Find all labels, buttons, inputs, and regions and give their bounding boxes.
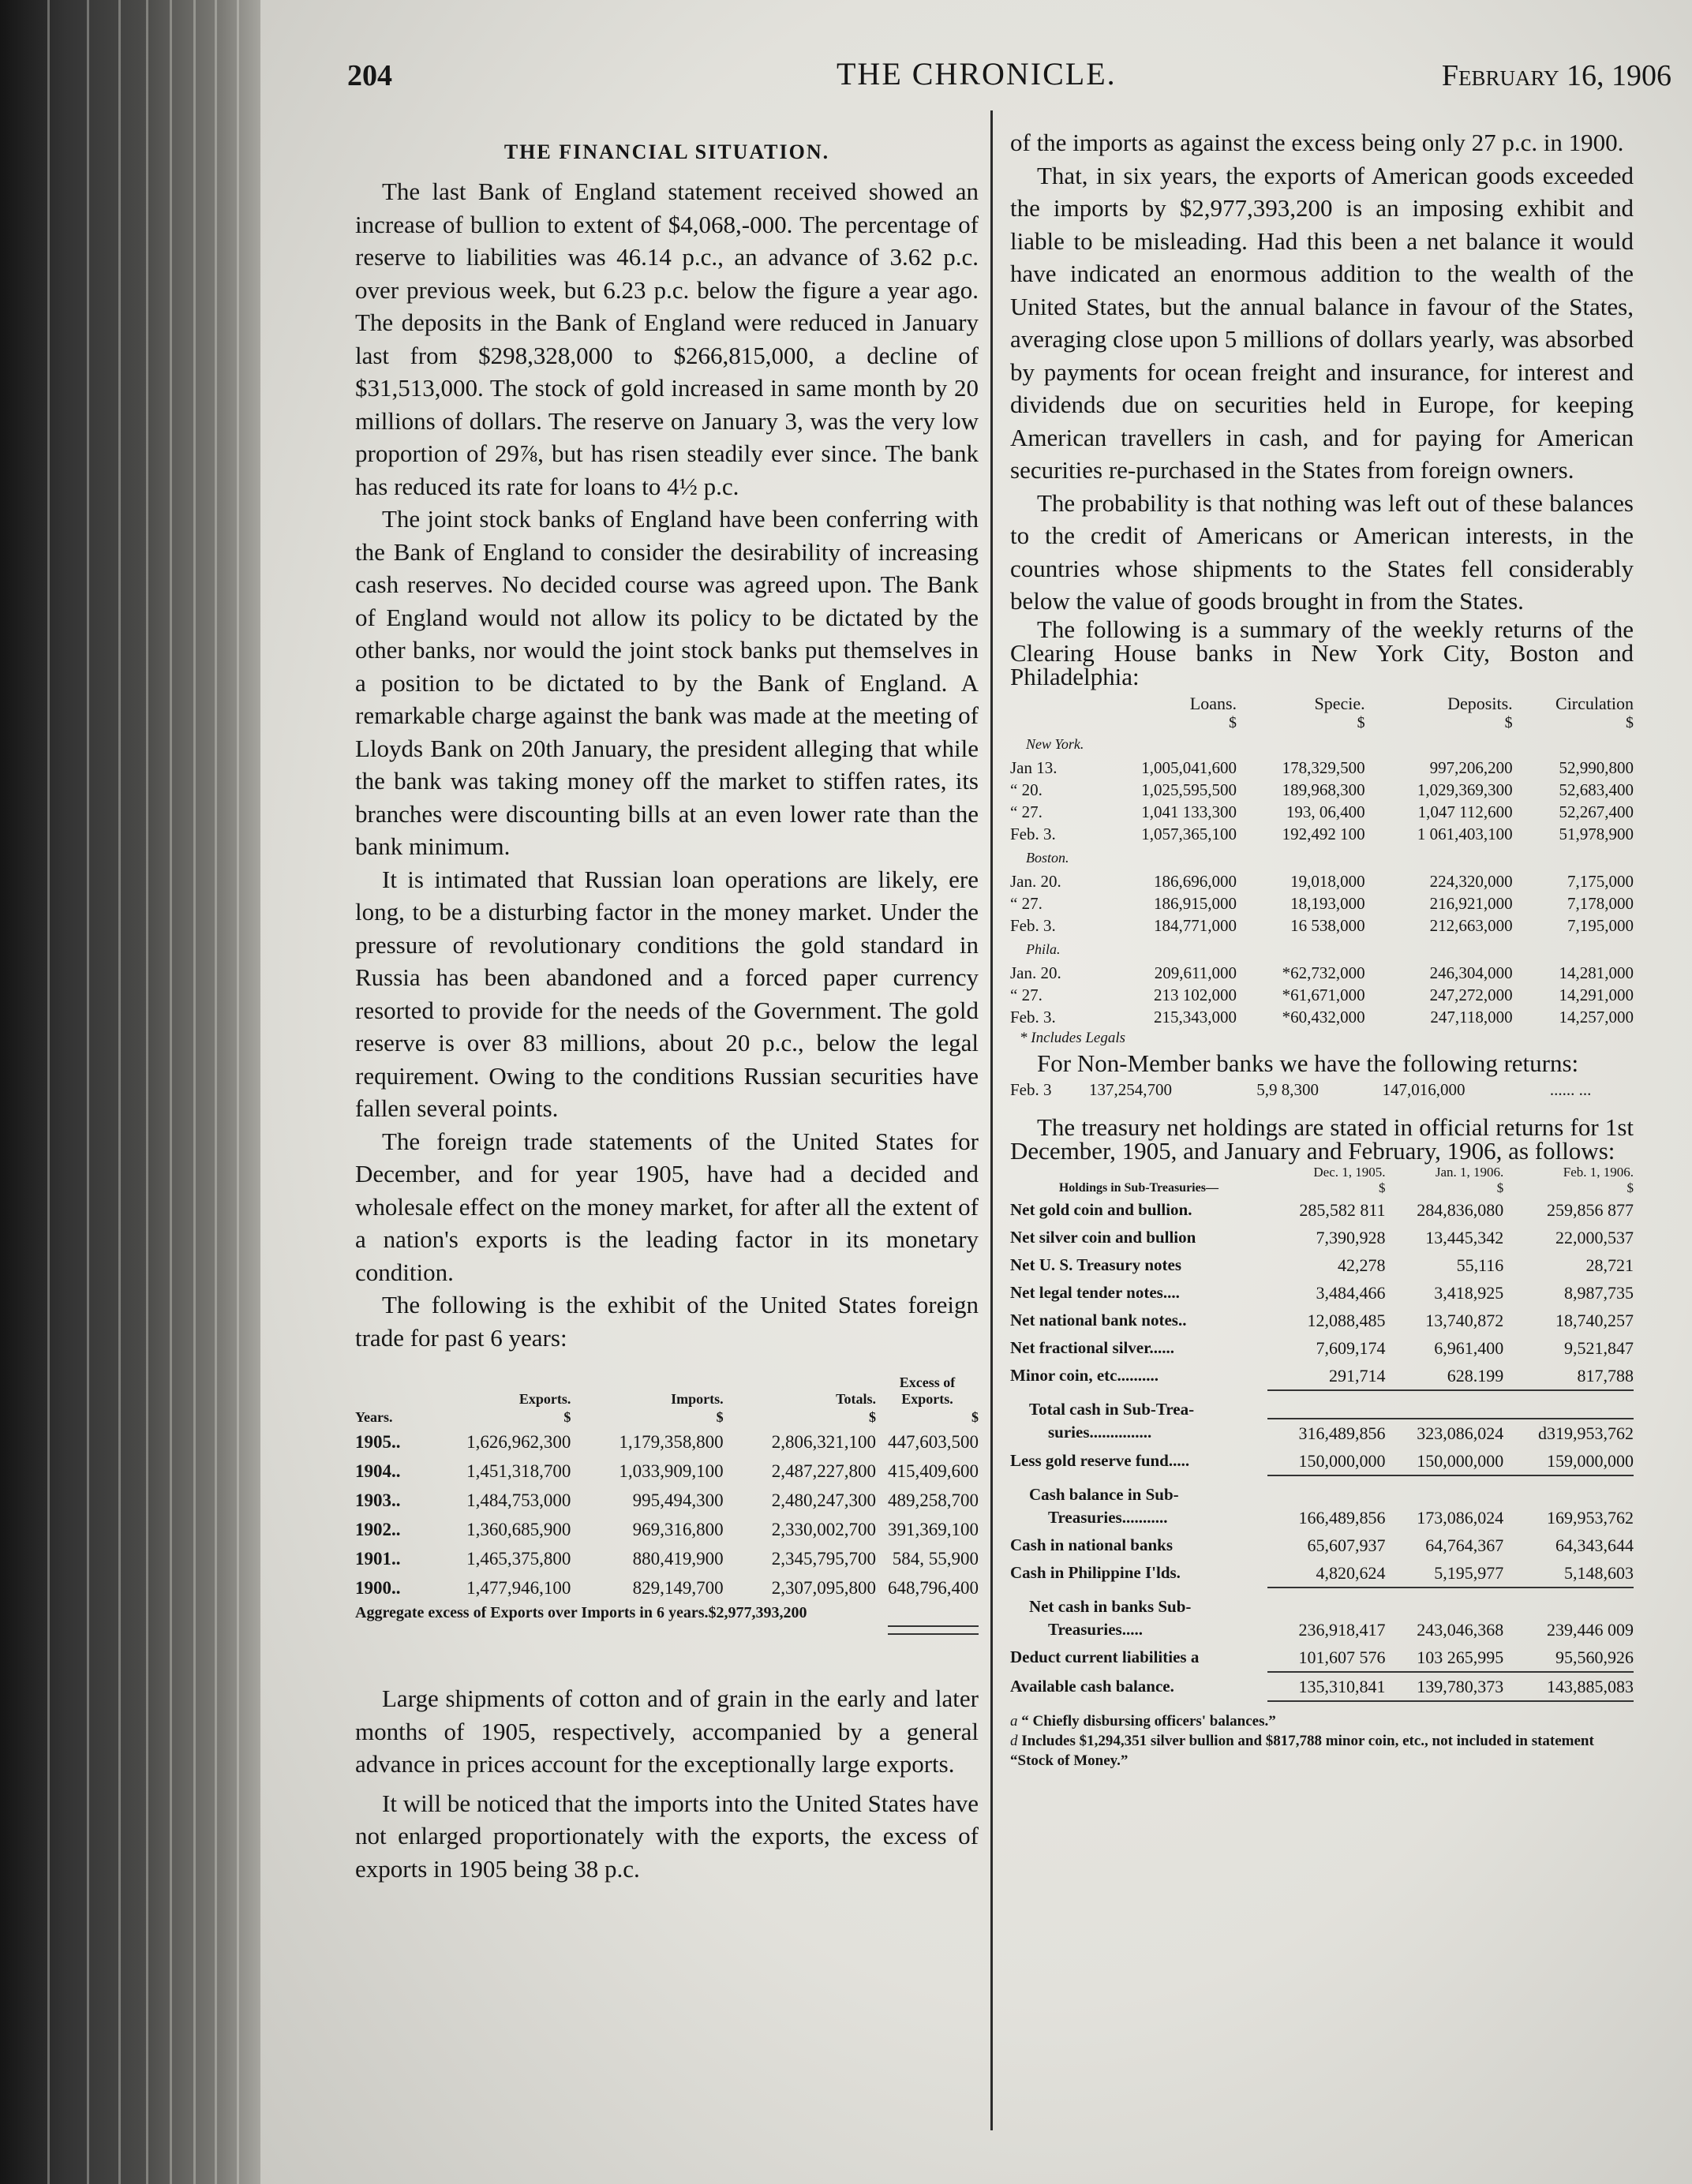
- specie-cell: *62,732,000: [1282, 963, 1365, 982]
- page-header: [347, 55, 1681, 103]
- publication-title: THE CHRONICLE.: [837, 56, 1117, 92]
- trade-row: [355, 1486, 979, 1515]
- col-loans: Loans.: [1189, 693, 1237, 713]
- specie-cell: *61,671,000: [1282, 985, 1365, 1004]
- value-cell: 150,000,000: [1267, 1447, 1386, 1475]
- dollar-sign: $: [716, 1409, 724, 1425]
- value-cell: 243,046,368: [1417, 1619, 1504, 1640]
- date-cell: Feb. 3.: [1010, 1007, 1056, 1027]
- exports-cell: 1,477,946,100: [466, 1578, 571, 1598]
- clearing-row: [1010, 823, 1634, 845]
- loans-cell: 186,915,000: [1154, 893, 1237, 913]
- row-label: Net cash in banks Sub-: [1029, 1596, 1192, 1616]
- col-deposits: Deposits.: [1447, 693, 1513, 713]
- clearing-house-table: [1010, 694, 1634, 1028]
- value-cell: 13,445,342: [1425, 1227, 1504, 1247]
- circulation-cell: 14,281,000: [1559, 963, 1634, 982]
- loans-cell: 1,041 133,300: [1141, 802, 1237, 821]
- city-row: [1010, 845, 1634, 870]
- row-label: Cash in Philippine I'lds.: [1010, 1563, 1181, 1582]
- trade-row: [355, 1457, 979, 1486]
- loans-cell: 1,057,365,100: [1141, 824, 1237, 843]
- treasury-row: [1010, 1279, 1634, 1307]
- exports-cell: 1,484,753,000: [466, 1490, 571, 1510]
- deposits-cell: 247,118,000: [1430, 1007, 1513, 1027]
- value-cell: 7,609,174: [1316, 1337, 1386, 1358]
- treasury-row: [1010, 1251, 1634, 1279]
- treasury-caption-row: [1010, 1180, 1634, 1196]
- footnote-mark: d: [1010, 1732, 1018, 1749]
- col-imports: Imports.: [671, 1391, 724, 1407]
- value-cell: 22,000,537: [1555, 1227, 1634, 1247]
- year-cell: 1904..: [355, 1461, 401, 1481]
- dollar-sign: $: [971, 1409, 979, 1425]
- col-dec-1905: Dec. 1, 1905.: [1313, 1164, 1386, 1180]
- article-heading: THE FINANCIAL SITUATION.: [503, 140, 830, 163]
- paragraph-bank-of-england: The last Bank of England statement received showed an increase of bullion to extent of $4,068,-000. The percentage of reserve to liabilities was 46.14 p.c., an advance of 3.62 p.c. over previous week, but 6.23 p.c. below the figure a year ago. The deposits in the Bank of England were reduced in January last from $298,328,000 to $266,815,000, a decline of $31,513,000. The stock of gold increased in same month by 20 millions of dollars. The reserve on January 3, was the very low proportion of 29⅞, but has risen steadily ever since. The bank has reduced its rate for loans to 4½ p.c.: [355, 178, 979, 500]
- value-cell: 159,000,000: [1503, 1447, 1634, 1475]
- paragraph-continuation: of the imports as against the excess being only 27 p.c. in 1900.: [1010, 129, 1624, 156]
- footnote-text: Includes $1,294,351 silver bullion and $817,788 minor coin, etc., not included in statement “Stock of Money.”: [1010, 1732, 1594, 1769]
- issue-date: February 16, 1906: [1441, 59, 1671, 92]
- trade-header-row: [355, 1374, 979, 1409]
- loans-cell: 213 102,000: [1154, 985, 1237, 1004]
- circulation-cell: 7,195,000: [1567, 915, 1634, 935]
- paragraph-probability: The probability is that nothing was left out of these balances to the credit of Americans or American interests, in the countries whose shipments to the States fell considerably below the value of goods brought in from the States.: [1010, 488, 1634, 615]
- paragraph-cotton-grain: Large shipments of cotton and of grain in the early and later months of 1905, respectively, accompanied by a general advance in prices account for the exceptionally large exports.: [355, 1685, 979, 1778]
- year-cell: 1902..: [355, 1520, 401, 1539]
- deposits-cell: 212,663,000: [1429, 915, 1513, 935]
- city-name: New York.: [1026, 735, 1084, 752]
- totals-cell: 2,307,095,800: [771, 1578, 876, 1598]
- totals-cell: 2,330,002,700: [771, 1520, 876, 1539]
- specie-cell: 178,329,500: [1282, 757, 1365, 777]
- nonmember-date: Feb. 3: [1010, 1079, 1052, 1099]
- value-cell: 64,764,367: [1425, 1535, 1504, 1555]
- loans-cell: 215,343,000: [1154, 1007, 1237, 1027]
- value-cell: 259,856 877: [1547, 1199, 1634, 1220]
- value-cell: 239,446 009: [1547, 1619, 1634, 1640]
- paragraph-foreign-trade: The foreign trade statements of the United States for December, and for year 1905, have had a decided and wholesale effect on the money market, for after all the extent of a nation's exports is the leading factor in its monetary condition.: [355, 1127, 979, 1286]
- value-cell: 7,390,928: [1316, 1227, 1386, 1247]
- treasury-deduct-row: [1010, 1644, 1634, 1672]
- row-label: Net silver coin and bullion: [1010, 1227, 1196, 1247]
- clearing-dollar-row: [1010, 714, 1634, 731]
- dollar-sign: $: [1379, 1180, 1386, 1195]
- value-cell: 103 265,995: [1386, 1644, 1504, 1672]
- value-cell: 3,484,466: [1316, 1282, 1386, 1303]
- city-row: [1010, 937, 1634, 962]
- date-cell: Jan. 20.: [1010, 871, 1061, 891]
- newspaper-page: [260, 0, 1692, 2184]
- value-cell: 5,195,977: [1386, 1559, 1504, 1588]
- date-cell: Jan 13.: [1010, 757, 1058, 777]
- paragraph-joint-stock-banks: The joint stock banks of England have been conferring with the Bank of England to consider the desirability of increasing cash reserves. No decided course was agreed upon. The Bank of England would not allow its policy to be dictated by the other banks, nor would the joint stock banks put themselves in a position to be dictated to by the Bank of England. A remarkable charge against the bank was made at the meeting of Lloyds Bank on 20th January, the president alleging that while the bank was taking money off the market to stiffen rates, its branches were discounting bills at an even lower rate than the bank minimum.: [355, 505, 979, 860]
- paragraph-clearing-intro: The following is a summary of the weekly returns of the Clearing House banks in New York City, Boston and Philadelphia:: [1010, 615, 1634, 690]
- paragraph-russian-loan: It is intimated that Russian loan operations are likely, ere long, to be a disturbing factor in the money market. Under the pressure of revolutionary conditions the gold standard in Russia has been abandoned and a forced paper currency resorted to provide for the needs of the Government. The gold reserve is over 83 millions, about 20 p.c., below the legal requirement. Owing to the conditions Russian securities have fallen several points.: [355, 865, 979, 1122]
- treasury-row: [1010, 1196, 1634, 1224]
- row-label: Cash balance in Sub-: [1029, 1484, 1179, 1504]
- dollar-sign: $: [1626, 713, 1634, 731]
- treasury-row: [1010, 1307, 1634, 1334]
- treasury-row: [1010, 1362, 1634, 1390]
- dollar-sign: $: [1229, 713, 1237, 731]
- imports-cell: 1,179,358,800: [619, 1432, 724, 1452]
- deposits-cell: 247,272,000: [1429, 985, 1513, 1004]
- treasury-row: [1010, 1334, 1634, 1362]
- value-cell: 166,489,856: [1298, 1507, 1386, 1528]
- clearing-row: [1010, 870, 1634, 892]
- row-label: suries...............: [1048, 1423, 1152, 1442]
- dollar-sign: $: [869, 1409, 876, 1425]
- value-cell: 143,885,083: [1503, 1672, 1634, 1701]
- imports-cell: 995,494,300: [632, 1490, 724, 1510]
- clearing-row: [1010, 962, 1634, 984]
- nonmember-row: [1010, 1080, 1634, 1100]
- specie-cell: 16 538,000: [1290, 915, 1365, 935]
- circulation-cell: 14,257,000: [1559, 1007, 1634, 1027]
- value-cell: 8,987,735: [1564, 1282, 1634, 1303]
- date-cell: Feb. 3.: [1010, 824, 1056, 843]
- clearing-row: [1010, 914, 1634, 937]
- deposits-cell: 1 061,403,100: [1417, 824, 1513, 843]
- footnote-d: [1010, 1731, 1634, 1771]
- city-row: [1010, 731, 1634, 757]
- double-rule: [888, 1625, 979, 1635]
- trade-row: [355, 1427, 979, 1457]
- clearing-row: [1010, 779, 1634, 801]
- paragraph-six-years: That, in six years, the exports of American goods exceeded the imports by $2,977,393,200 is an imposing exhibit and liable to be misleading. Had this been a net balance it would have indicated an enormous addition to the wealth of the United States, but the annual balance in favour of the States, averaging close upon 5 millions of dollars yearly, was absorbed by payments for ocean freight and insurance, for interest and dividends due on securities held in Europe, for keeping American travellers in cash, and for paying for American securities re-purchased in the States from foreign owners.: [1010, 161, 1634, 484]
- totals-cell: 2,480,247,300: [771, 1490, 876, 1510]
- value-cell: 817,788: [1503, 1362, 1634, 1390]
- year-cell: 1901..: [355, 1549, 401, 1569]
- row-label: Treasuries...........: [1048, 1507, 1168, 1527]
- excess-cell: 391,369,100: [888, 1520, 979, 1539]
- trade-row: [355, 1515, 979, 1544]
- col-circulation: Circulation: [1555, 693, 1634, 713]
- year-cell: 1900..: [355, 1578, 401, 1598]
- holdings-caption: Holdings in Sub-Treasuries—: [1058, 1180, 1218, 1195]
- deposits-cell: 246,304,000: [1429, 963, 1513, 982]
- date-cell: “ 27.: [1010, 985, 1043, 1004]
- row-label: Deduct current liabilities a: [1010, 1647, 1200, 1666]
- paragraph-trade-intro: The following is the exhibit of the United States foreign trade for past 6 years:: [355, 1291, 979, 1352]
- deposits-cell: 1,029,369,300: [1417, 780, 1513, 799]
- value-cell: 4,820,624: [1267, 1559, 1386, 1588]
- specie-cell: 193, 06,400: [1286, 802, 1365, 821]
- value-cell: 13,740,872: [1425, 1310, 1504, 1330]
- dollar-sign: $: [563, 1409, 571, 1425]
- treasury-netcash-label: [1010, 1588, 1634, 1616]
- nonmember-deposits: 147,016,000: [1382, 1079, 1466, 1099]
- clearing-row: [1010, 1006, 1634, 1028]
- value-cell: 284,836,080: [1417, 1199, 1504, 1220]
- value-cell: 55,116: [1456, 1255, 1504, 1275]
- row-label: Net legal tender notes....: [1010, 1282, 1180, 1302]
- treasury-row: [1010, 1224, 1634, 1251]
- row-label: Minor coin, etc..........: [1010, 1366, 1159, 1385]
- value-cell: 64,343,644: [1555, 1535, 1634, 1555]
- treasury-table: [1010, 1165, 1634, 1702]
- nonmember-circulation: ...... ...: [1549, 1079, 1592, 1099]
- treasury-cash-row: [1010, 1504, 1634, 1531]
- row-label: Net national bank notes..: [1010, 1310, 1187, 1329]
- treasury-available-row: [1010, 1672, 1634, 1701]
- value-cell: d319,953,762: [1538, 1423, 1634, 1443]
- legals-note: * Includes Legals: [1020, 1029, 1126, 1046]
- imports-cell: 969,316,800: [632, 1520, 724, 1539]
- paragraph-imports-note: It will be noticed that the imports into the United States have not enlarged proportionately with the exports, the excess of exports in 1905 being 38 p.c.: [355, 1789, 979, 1883]
- excess-cell: 489,258,700: [888, 1490, 979, 1510]
- dollar-sign: $: [1357, 713, 1365, 731]
- imports-cell: 1,033,909,100: [619, 1461, 724, 1481]
- row-label: Cash in national banks: [1010, 1535, 1174, 1554]
- value-cell: 65,607,937: [1307, 1535, 1386, 1555]
- imports-cell: 829,149,700: [632, 1578, 724, 1598]
- loans-cell: 1,025,595,500: [1141, 780, 1237, 799]
- dollar-sign: $: [1496, 1180, 1504, 1195]
- excess-cell: 447,603,500: [888, 1432, 979, 1452]
- row-label: Treasuries.....: [1048, 1619, 1143, 1639]
- date-cell: Feb. 3.: [1010, 915, 1056, 935]
- totals-cell: 2,345,795,700: [771, 1549, 876, 1569]
- paragraph-treasury: The treasury net holdings are stated in official returns for 1st December, 1905, and January and February, 1906, as follows:: [1010, 1113, 1634, 1165]
- paragraph-nonmember: For Non-Member banks we have the following returns:: [1037, 1049, 1579, 1077]
- left-column: [355, 134, 979, 1885]
- specie-cell: 189,968,300: [1282, 780, 1365, 799]
- clearing-header-row: [1010, 694, 1634, 714]
- value-cell: 150,000,000: [1386, 1447, 1504, 1475]
- city-name: Phila.: [1026, 941, 1061, 957]
- footnote-a: [1010, 1711, 1634, 1731]
- value-cell: 95,560,926: [1503, 1644, 1634, 1672]
- col-specie: Specie.: [1314, 693, 1365, 713]
- footnote-mark: a: [1010, 1712, 1018, 1730]
- col-years: Years.: [355, 1409, 393, 1425]
- value-cell: 12,088,485: [1307, 1310, 1386, 1330]
- totals-cell: 2,806,321,100: [771, 1432, 876, 1452]
- loans-cell: 209,611,000: [1154, 963, 1237, 982]
- loans-cell: 1,005,041,600: [1141, 757, 1237, 777]
- deposits-cell: 216,921,000: [1429, 893, 1513, 913]
- circulation-cell: 51,978,900: [1559, 824, 1634, 843]
- value-cell: 139,780,373: [1386, 1672, 1504, 1701]
- treasury-phil-row: [1010, 1559, 1634, 1588]
- treasury-header-row: [1010, 1165, 1634, 1180]
- row-label: Available cash balance.: [1010, 1676, 1174, 1696]
- trade-dollar-row: [355, 1409, 979, 1427]
- date-cell: Jan. 20.: [1010, 963, 1061, 982]
- value-cell: 6,961,400: [1434, 1337, 1504, 1358]
- loans-cell: 186,696,000: [1154, 871, 1237, 891]
- value-cell: 628.199: [1386, 1362, 1504, 1390]
- loans-cell: 184,771,000: [1154, 915, 1237, 935]
- col-excess: Excess of Exports.: [899, 1374, 956, 1407]
- circulation-cell: 7,175,000: [1567, 871, 1634, 891]
- exports-cell: 1,465,375,800: [466, 1549, 571, 1569]
- dollar-sign: $: [1504, 713, 1513, 731]
- clearing-row: [1010, 801, 1634, 823]
- row-label: Total cash in Sub-Trea-: [1029, 1399, 1195, 1419]
- value-cell: 316,489,856: [1298, 1423, 1386, 1443]
- row-label: Net gold coin and bullion.: [1010, 1199, 1192, 1219]
- specie-cell: 18,193,000: [1290, 893, 1365, 913]
- exports-cell: 1,626,962,300: [466, 1432, 571, 1452]
- year-cell: 1905..: [355, 1432, 401, 1452]
- deposits-cell: 224,320,000: [1429, 871, 1513, 891]
- trade-row: [355, 1544, 979, 1573]
- treasury-less-row: [1010, 1447, 1634, 1475]
- totals-cell: 2,487,227,800: [771, 1461, 876, 1481]
- excess-cell: 584, 55,900: [892, 1549, 979, 1569]
- clearing-row: [1010, 892, 1634, 914]
- specie-cell: *60,432,000: [1282, 1007, 1365, 1027]
- value-cell: 135,310,841: [1267, 1672, 1386, 1701]
- treasury-total-values: [1010, 1419, 1634, 1447]
- page-number: 204: [347, 59, 392, 92]
- date-cell: “ 20.: [1010, 780, 1043, 799]
- value-cell: 291,714: [1267, 1362, 1386, 1390]
- excess-cell: 415,409,600: [888, 1461, 979, 1481]
- right-column: [1010, 126, 1634, 1771]
- circulation-cell: 7,178,000: [1567, 893, 1634, 913]
- clearing-row: [1010, 757, 1634, 779]
- dollar-sign: $: [1626, 1180, 1634, 1195]
- exports-cell: 1,360,685,900: [466, 1520, 571, 1539]
- aggregate-excess: Aggregate excess of Exports over Imports in 6 years.$2,977,393,200: [355, 1604, 807, 1621]
- footnote-text: “ Chiefly disbursing officers' balances.”: [1021, 1712, 1276, 1730]
- row-label: Net fractional silver......: [1010, 1337, 1175, 1357]
- imports-cell: 880,419,900: [632, 1549, 724, 1569]
- circulation-cell: 52,267,400: [1559, 802, 1634, 821]
- year-cell: 1903..: [355, 1490, 401, 1510]
- value-cell: 9,521,847: [1564, 1337, 1634, 1358]
- value-cell: 5,148,603: [1503, 1559, 1634, 1588]
- date-cell: “ 27.: [1010, 893, 1043, 913]
- value-cell: 169,953,762: [1547, 1507, 1634, 1528]
- date-cell: “ 27.: [1010, 802, 1043, 821]
- trade-row: [355, 1573, 979, 1602]
- value-cell: 236,918,417: [1298, 1619, 1386, 1640]
- treasury-natbanks-row: [1010, 1531, 1634, 1559]
- value-cell: 285,582 811: [1299, 1199, 1386, 1220]
- book-spine: [0, 0, 260, 2184]
- row-label: Less gold reserve fund.....: [1010, 1451, 1190, 1470]
- value-cell: 323,086,024: [1417, 1423, 1504, 1443]
- treasury-total-row: [1010, 1390, 1634, 1419]
- value-cell: 18,740,257: [1555, 1310, 1634, 1330]
- city-name: Boston.: [1026, 849, 1069, 866]
- col-feb-1906: Feb. 1, 1906.: [1563, 1164, 1634, 1180]
- deposits-cell: 997,206,200: [1429, 757, 1513, 777]
- circulation-cell: 14,291,000: [1559, 985, 1634, 1004]
- clearing-row: [1010, 984, 1634, 1006]
- nonmember-loans: 137,254,700: [1089, 1079, 1172, 1099]
- col-totals: Totals.: [836, 1391, 876, 1407]
- nonmember-table: [1010, 1080, 1634, 1100]
- treasury-cash-label: [1010, 1475, 1634, 1504]
- specie-cell: 192,492 100: [1282, 824, 1365, 843]
- exports-cell: 1,451,318,700: [466, 1461, 571, 1481]
- col-jan-1906: Jan. 1, 1906.: [1435, 1164, 1504, 1180]
- nonmember-specie: 5,9 8,300: [1256, 1079, 1320, 1099]
- foreign-trade-table: [355, 1374, 979, 1602]
- column-rule: [990, 110, 993, 2130]
- circulation-cell: 52,990,800: [1559, 757, 1634, 777]
- value-cell: 42,278: [1338, 1255, 1386, 1275]
- circulation-cell: 52,683,400: [1559, 780, 1634, 799]
- row-label: Net U. S. Treasury notes: [1010, 1255, 1181, 1274]
- value-cell: 3,418,925: [1434, 1282, 1504, 1303]
- specie-cell: 19,018,000: [1290, 871, 1365, 891]
- treasury-netcash-row: [1010, 1616, 1634, 1644]
- value-cell: 101,607 576: [1267, 1644, 1386, 1672]
- col-exports: Exports.: [518, 1391, 571, 1407]
- value-cell: 28,721: [1585, 1255, 1634, 1275]
- deposits-cell: 1,047 112,600: [1417, 802, 1513, 821]
- footnotes: [1010, 1711, 1634, 1771]
- value-cell: 173,086,024: [1417, 1507, 1504, 1528]
- excess-cell: 648,796,400: [888, 1578, 979, 1598]
